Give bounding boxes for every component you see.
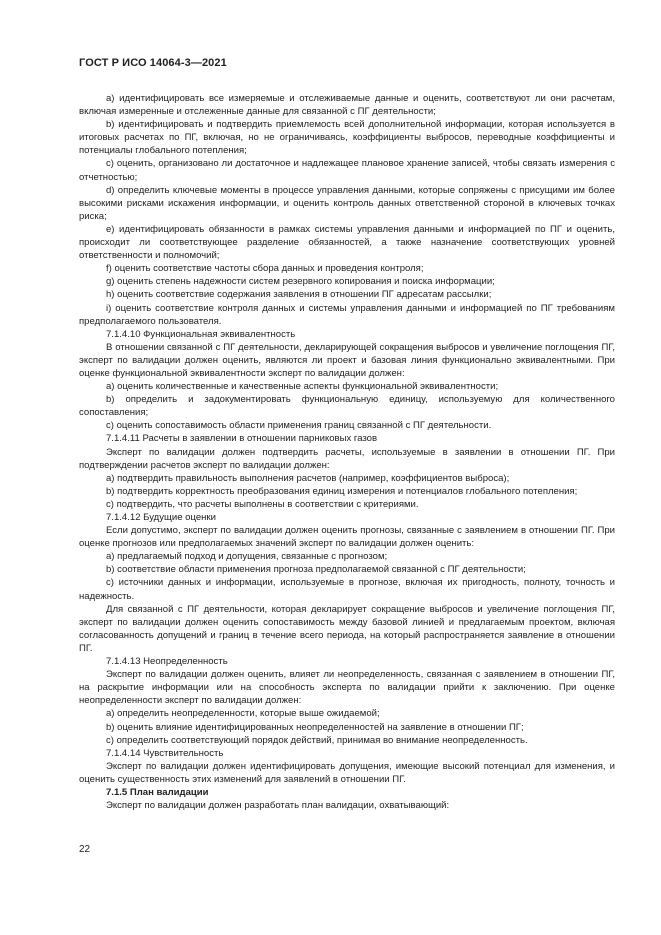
section-heading: 7.1.4.12 Будущие оценки (106, 512, 216, 523)
list-item: b) подтвердить корректность преобразования единиц измерения и потенциалов глобального потепления; (106, 485, 578, 497)
section-heading: 7.1.5 План валидации (106, 786, 209, 798)
paragraph: Эксперт по валидации должен оценить, влияет ли неопределенность, связанная с заявлением в отношении ПГ, на раскрытие информации или на способность эксперта по валидации прийти к заключению. При оценке неопределенности эксперт по валидации должен: (79, 669, 615, 707)
page-number: 22 (79, 844, 91, 855)
list-item: c) подтвердить, что расчеты выполнены в соответствии с критериями. (106, 498, 419, 510)
document-body (79, 92, 615, 812)
list-item: a) предлагаемый подход и допущения, связанные с прогнозом; (106, 551, 388, 563)
paragraph: Эксперт по валидации должен подтвердить расчеты, используемые в заявлении в отношении ПГ. При подтверждении расчетов эксперт по валидации должен: (79, 446, 615, 471)
list-item: c) определить соответствующий порядок действий, принимая во внимание неопределенность. (106, 734, 528, 746)
list-item: f) оценить соответствие частоты сбора данных и проведения контроля; (106, 263, 424, 275)
list-item: e) идентифицировать обязанности в рамках системы управления данными и информацией по ПГ и оценить, происходит ли соответствующее разделение обязанностей, а также назначение соответствующих уровней ответственности и полномочий; (79, 223, 615, 262)
list-item: a) идентифицировать все измеряемые и отслеживаемые данные и оценить, соответствуют ли они расчетам, включая измеренные и отслеженные данные для связанной с ПГ деятельности; (79, 93, 615, 118)
list-item: c) оценить, организовано ли достаточное и надлежащее плановое хранение записей, чтобы связать измерения с отчетностью; (79, 158, 615, 183)
list-item: c) источники данных и информации, используемые в прогнозе, включая их пригодность, полноту, точность и надежность. (79, 577, 615, 602)
list-item: d) определить ключевые моменты в процессе управления данными, которые сопряжены с присущими им более высокими рисками искажения информации, и оценить контроль данных ответственной стороной в ключевых точках риска; (79, 184, 615, 222)
paragraph: Эксперт по валидации должен разработать план валидации, охватывающий: (106, 800, 450, 812)
list-item: a) подтвердить правильность выполнения расчетов (например, коэффициентов выброса); (106, 472, 510, 484)
document-header: ГОСТ Р ИСО 14064-3—2021 (79, 57, 227, 69)
paragraph: Если допустимо, эксперт по валидации должен оценить прогнозы, связанные с заявлением в отношении ПГ. При оценке прогнозов или предполагаемых значений эксперт по валидации должен оценить: (79, 525, 615, 550)
list-item: a) определить неопределенности, которые выше ожидаемой; (106, 708, 380, 720)
paragraph: В отношении связанной с ПГ деятельности, декларирующей сокращения выбросов и увеличение поглощения ПГ, эксперт по валидации должен оценить, являются ли проект и базовая линия функционально эквивалентными. При оценке функциональной эквивалентности эксперт по валидации должен: (79, 341, 615, 379)
section-heading: 7.1.4.14 Чувствительность (106, 747, 224, 759)
list-item: i) оценить соответствие контроля данных и системы управления данными и информацией по ПГ требованиям предполагаемого пользователя. (79, 302, 615, 327)
list-item: b) соответствие области применения прогноза предполагаемой связанной с ПГ деятельности; (106, 564, 526, 576)
list-item: a) оценить количественные и качественные аспекты функциональной эквивалентности; (106, 381, 499, 393)
list-item: h) оценить соответствие содержания заявления в отношении ПГ адресатам рассылки; (106, 289, 492, 301)
list-item: b) оценить влияние идентифицированных неопределенностей на заявление в отношении ПГ; (106, 721, 524, 733)
section-heading: 7.1.4.10 Функциональная эквивалентность (106, 328, 296, 340)
list-item: c) оценить сопоставимость области применения границ связанной с ПГ деятельности. (106, 420, 492, 432)
paragraph: Для связанной с ПГ деятельности, которая декларирует сокращение выбросов и увеличение поглощения ПГ, эксперт по валидации должен оценить сопоставимость между базовой линией и предлагаемым проектом, включая согласованность допущений и границ в течение всего периода, на который распространяется заявление в отношении ПГ. (79, 603, 615, 654)
section-heading: 7.1.4.13 Неопределенность (106, 656, 228, 668)
list-item: g) оценить степень надежности систем резервного копирования и поиска информации; (106, 276, 495, 288)
section-heading: 7.1.4.11 Расчеты в заявлении в отношении парниковых газов (106, 433, 378, 445)
paragraph: Эксперт по валидации должен идентифицировать допущения, имеющие высокий потенциал для изменения, и оценить существенность этих изменений для заявлений в отношении ПГ. (79, 760, 615, 785)
list-item: b) определить и задокументировать функциональную единицу, используемую для количественного сопоставления; (79, 394, 615, 419)
list-item: b) идентифицировать и подтвердить приемлемость всей дополнительной информации, которая используется в итоговых расчетах по ПГ, включая, но не ограничиваясь, коэффициенты выбросов, переводные коэффициенты и потенциалы глобального потепления; (79, 119, 615, 157)
